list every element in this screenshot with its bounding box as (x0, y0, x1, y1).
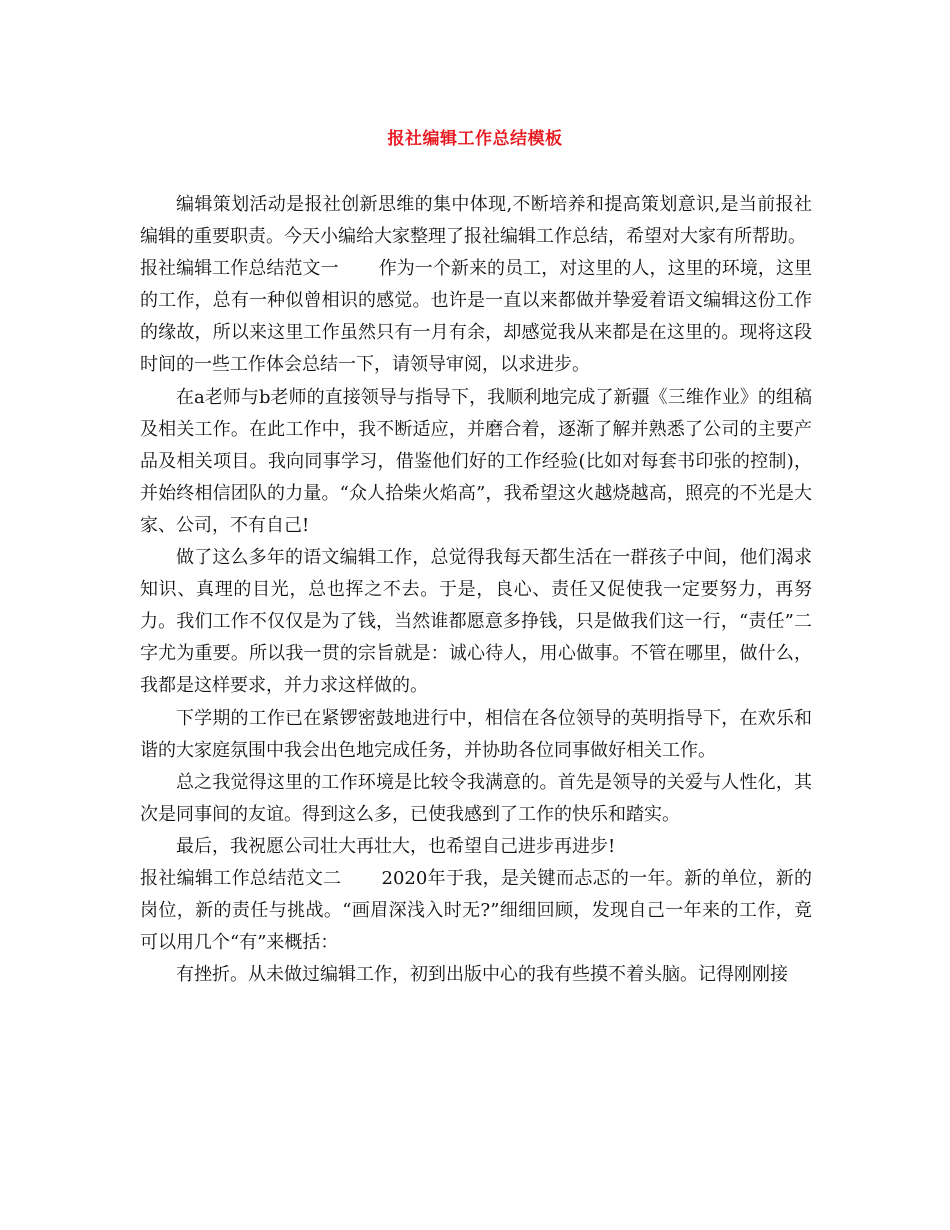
paragraph (140, 831, 812, 863)
paragraph (140, 863, 812, 959)
paragraph-text: 下学期的工作已在紧锣密鼓地进行中，相信在各位领导的英明指导下，在欢乐和谐的大家庭氛围中我会出色地完成任务，并协助各位同事做好相关工作。 (140, 707, 812, 761)
document-title: 报社编辑工作总结模板 (387, 129, 563, 149)
document-body (140, 189, 812, 991)
paragraph (140, 767, 812, 831)
paragraph-text: 有挫折。从未做过编辑工作，初到出版中心的我有些摸不着头脑。记得刚刚接 (176, 964, 788, 986)
section-heading: 报社编辑工作总结范文一 (140, 258, 339, 280)
paragraph (140, 382, 812, 542)
paragraph-text: 总之我觉得这里的工作环境是比较令我满意的。首先是领导的关爱与人性化，其次是同事间的友谊。得到这么多，已使我感到了工作的快乐和踏实。 (140, 771, 812, 825)
paragraph (140, 703, 812, 767)
paragraph-text: 做了这么多年的语文编辑工作，总觉得我每天都生活在一群孩子中间，他们渴求知识、真理的目光，总也挥之不去。于是，良心、责任又促使我一定要努力，再努力。我们工作不仅仅是为了钱，当然谁都愿意多挣钱，只是做我们这一行，“责任”二字尤为重要。所以我一贯的宗旨就是：诚心待人，用心做事。不管在哪里，做什么，我都是这样要求，并力求这样做的。 (140, 547, 812, 697)
paragraph-text: 编辑策划活动是报社创新思维的集中体现,不断培养和提高策划意识,是当前报社编辑的重要职责。今天小编给大家整理了报社编辑工作总结，希望对大家有所帮助。 (140, 194, 812, 248)
paragraph (140, 542, 812, 702)
paragraph (140, 253, 812, 381)
paragraph-text: 在a老师与b老师的直接领导与指导下，我顺利地完成了新疆《三维作业》的组稿及相关工作。在此工作中，我不断适应，并磨合着，逐渐了解并熟悉了公司的主要产品及相关项目。我向同事学习，借鉴他们好的工作经验(比如对每套书印张的控制)，并始终相信团队的力量。“众人拾柴火焰高”，我希望这火越烧越高，照亮的不光是大家、公司，不有自己! (140, 386, 812, 536)
paragraph-text: 2020年于我，是关键而忐忑的一年。新的单位，新的岗位，新的责任与挑战。“画眉深浅入时无?”细细回顾，发现自己一年来的工作，竟可以用几个“有”来概括： (140, 867, 813, 954)
paragraph (140, 959, 812, 991)
section-heading: 报社编辑工作总结范文二 (140, 867, 342, 889)
paragraph-text: 最后，我祝愿公司壮大再壮大，也希望自己进步再进步! (176, 835, 616, 857)
paragraph (140, 189, 812, 253)
paragraph-text: 作为一个新来的员工，对这里的人，这里的环境，这里的工作，总有一种似曾相识的感觉。也许是一直以来都做并挚爱着语文编辑这份工作的缘故，所以来这里工作虽然只有一月有余，却感觉我从来都是在这里的。现将这段时间的一些工作体会总结一下，请领导审阅，以求进步。 (140, 258, 813, 376)
